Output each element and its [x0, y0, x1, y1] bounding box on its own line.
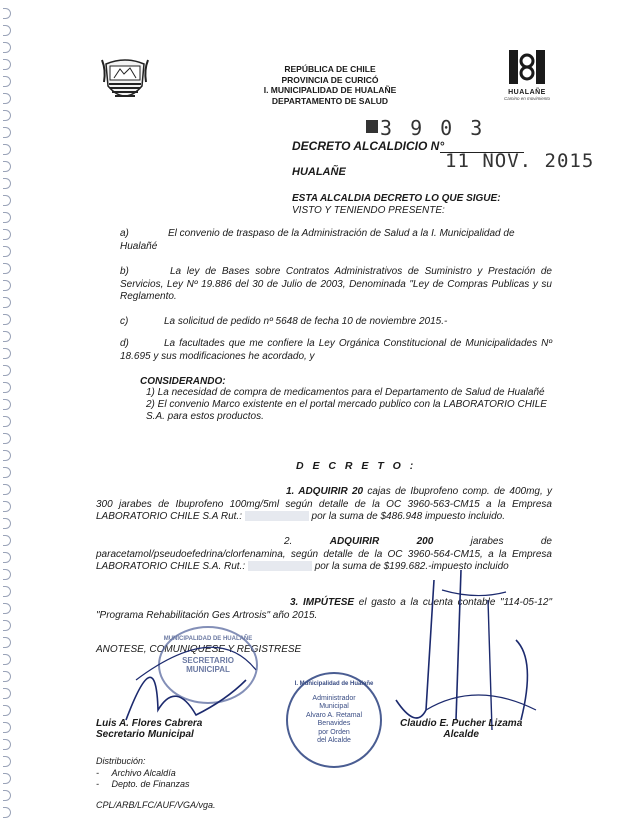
binding-hole — [3, 705, 11, 716]
binding-hole — [3, 433, 11, 444]
binding-hole — [3, 8, 11, 19]
mayor-signature-block — [400, 718, 522, 740]
decree-title: DECRETO ALCALDICIO N° — [292, 139, 445, 153]
binding-hole — [3, 229, 11, 240]
visto-text: El convenio de traspaso de la Administración de Salud a la I. Municipalidad de Hualañé — [120, 228, 515, 252]
item-3-text: el gasto a la cuenta contable "114-05-12" "Programa Rehabilitación Ges Artrosis" año 2015. — [96, 597, 552, 621]
header-line: PROVINCIA DE CURICÓ — [281, 74, 379, 85]
binding-hole — [3, 807, 11, 818]
visto-label: b) — [120, 266, 129, 277]
binding-hole — [3, 773, 11, 784]
hualane-logo — [496, 50, 558, 101]
visto-text: La ley de Bases sobre Contratos Administrativos de Suministro y Prestación de Servicios, Ley Nº 19.886 del 30 de Julio de 2003, Denominada "Ley de Compras Publicas y su Reglamento. — [120, 266, 552, 302]
binding-hole — [3, 620, 11, 631]
seal-text: Alvaro A. Retamal — [305, 711, 363, 719]
seal-text: Municipal — [319, 703, 349, 710]
binding-hole — [3, 518, 11, 529]
binding-hole — [3, 671, 11, 682]
distribution-block — [96, 756, 190, 791]
visto-label: c) — [120, 316, 129, 327]
item-3-head: 3. IMPÚTESE — [290, 597, 355, 608]
binding-hole — [3, 382, 11, 393]
item-2-verb: ADQUIRIR — [329, 536, 380, 547]
binding-hole — [3, 756, 11, 767]
seal-text: del Alcalde — [317, 737, 351, 744]
decree-number-stamp: 3 9 0 3 — [380, 116, 486, 140]
seal-text: MUNICIPAL — [186, 665, 230, 674]
secretary-name: Luis A. Flores Cabrera — [96, 718, 203, 729]
visto-text: La facultades que me confiere la Ley Orgánica Constitucional de Municipalidades Nº 18.695 y sus modificaciones he acordado, y — [120, 338, 552, 362]
header-line: I. MUNICIPALIDAD DE HUALAÑE — [263, 85, 397, 95]
distribution-item: - Archivo Alcaldía — [96, 767, 176, 778]
item-2-num: 2. — [284, 536, 293, 547]
item-1-text-b: por la suma de $486.948 impuesto incluido. — [311, 511, 505, 522]
considerando-heading: CONSIDERANDO: — [140, 376, 226, 387]
distribution-item-text: Depto. de Finanzas — [111, 779, 190, 789]
hualane-logo-icon — [501, 50, 553, 84]
binding-hole — [3, 739, 11, 750]
date-stamp: 11 NOV. 2015 — [445, 150, 595, 172]
item-2-prep: de — [540, 536, 552, 547]
binding-hole — [3, 331, 11, 342]
visto-label: a) — [120, 228, 129, 239]
seal-text: por Orden — [318, 728, 350, 736]
visto-item — [120, 266, 552, 304]
binding-holes — [0, 0, 14, 829]
binding-hole — [3, 450, 11, 461]
binding-hole — [3, 688, 11, 699]
binding-hole — [3, 280, 11, 291]
visto-item — [120, 316, 552, 329]
considerando-item: 1) La necesidad de compra de medicamentos para el Departamento de Salud de Hualañé — [146, 387, 545, 398]
considerando-section — [140, 376, 550, 423]
binding-hole — [3, 42, 11, 53]
item-2-text-b: por la suma de $199.682.-impuesto incluido — [314, 561, 509, 572]
binding-hole — [3, 144, 11, 155]
distribution-item: - Depto. de Finanzas — [96, 779, 190, 789]
coat-of-arms-icon — [100, 56, 150, 108]
binding-hole — [3, 790, 11, 801]
decree-item-1 — [96, 486, 552, 524]
binding-hole — [3, 603, 11, 614]
visto-text: La solicitud de pedido nº 5648 de fecha 10 de noviembre 2015.- — [164, 316, 448, 327]
binding-hole — [3, 501, 11, 512]
binding-hole — [3, 246, 11, 257]
binding-hole — [3, 637, 11, 648]
binding-hole — [3, 161, 11, 172]
visto-item — [120, 228, 552, 253]
seal-text: Benavides — [317, 720, 351, 727]
mayor-role: Alcalde — [443, 729, 479, 740]
secretary-role: Secretario Municipal — [96, 729, 194, 740]
visto-heading: VISTO Y TENIENDO PRESENTE: — [292, 205, 445, 216]
binding-hole — [3, 76, 11, 87]
secretary-signature-block — [96, 718, 202, 740]
letterhead — [215, 64, 445, 106]
distribution-heading: Distribución: — [96, 756, 146, 766]
declaration-heading: ESTA ALCALDIA DECRETO LO QUE SIGUE: — [292, 193, 501, 204]
distribution-item-text: Archivo Alcaldía — [111, 767, 176, 778]
place-name: HUALAÑE — [292, 166, 346, 178]
binding-hole — [3, 365, 11, 376]
logo-word: HUALAÑE — [508, 89, 546, 96]
binding-hole — [3, 263, 11, 274]
item-1-head: 1. ADQUIRIR 20 — [286, 486, 364, 497]
item-2-unit: jarabes — [470, 536, 504, 547]
item-2-qty: 200 — [416, 536, 434, 547]
binding-hole — [3, 416, 11, 427]
reference-initials: CPL/ARB/LFC/AUF/VGA/vga. — [96, 800, 216, 810]
seal-text: SECRETARIO — [182, 656, 234, 665]
redacted-rut — [245, 511, 309, 521]
binding-hole — [3, 722, 11, 733]
mayor-name: Claudio E. Pucher Lizama — [400, 718, 523, 729]
anotese-line: ANOTESE, COMUNIQUESE Y REGISTRESE — [96, 644, 302, 655]
handwritten-signatures-icon — [96, 560, 566, 740]
header-line: DEPARTAMENTO DE SALUD — [271, 95, 389, 106]
considerando-item: 2) El convenio Marco existente en el portal mercado publico con la LABORATORIO CHILE S.A. para estos productos. — [146, 399, 547, 422]
visto-label: d) — [120, 338, 129, 349]
binding-hole — [3, 535, 11, 546]
binding-hole — [3, 552, 11, 563]
binding-hole — [3, 467, 11, 478]
binding-hole — [3, 127, 11, 138]
binding-hole — [3, 212, 11, 223]
binding-hole — [3, 586, 11, 597]
binding-hole — [3, 93, 11, 104]
binding-hole — [3, 178, 11, 189]
binding-hole — [3, 569, 11, 580]
item-1-text-a: cajas de Ibuprofeno comp. de 400mg, y 300 jarabes de Ibuprofeno 100mg/5ml según detalle de la OC 3960-563-CM15 a la Empresa LABORATORIO CHILE S.A Rut.: — [96, 486, 553, 522]
logo-tagline: Camino en movimiento — [503, 96, 551, 101]
binding-hole — [3, 59, 11, 70]
binding-hole — [3, 348, 11, 359]
binding-hole — [3, 110, 11, 121]
item-2-headline — [96, 536, 552, 549]
stamp-mark-icon — [366, 120, 378, 133]
seal-text: I. Municipalidad de Hualañe — [294, 681, 374, 687]
header-line: REPÚBLICA DE CHILE — [284, 64, 376, 74]
binding-hole — [3, 195, 11, 206]
binding-hole — [3, 484, 11, 495]
visto-item — [120, 338, 552, 363]
seal-text: MUNICIPALIDAD DE HUALAÑE — [163, 636, 253, 642]
item-2-text-a: paracetamol/pseudoefedrina/clorfenamina, según detalle de la OC 3960-564-CM15, a la Empresa LABORATORIO CHILE S.A. Rut.: — [96, 548, 552, 572]
binding-hole — [3, 297, 11, 308]
seal-text: Administrador — [312, 694, 356, 702]
binding-hole — [3, 654, 11, 665]
binding-hole — [3, 25, 11, 36]
decreto-heading: D E C R E T O : — [296, 460, 417, 472]
binding-hole — [3, 399, 11, 410]
binding-hole — [3, 314, 11, 325]
